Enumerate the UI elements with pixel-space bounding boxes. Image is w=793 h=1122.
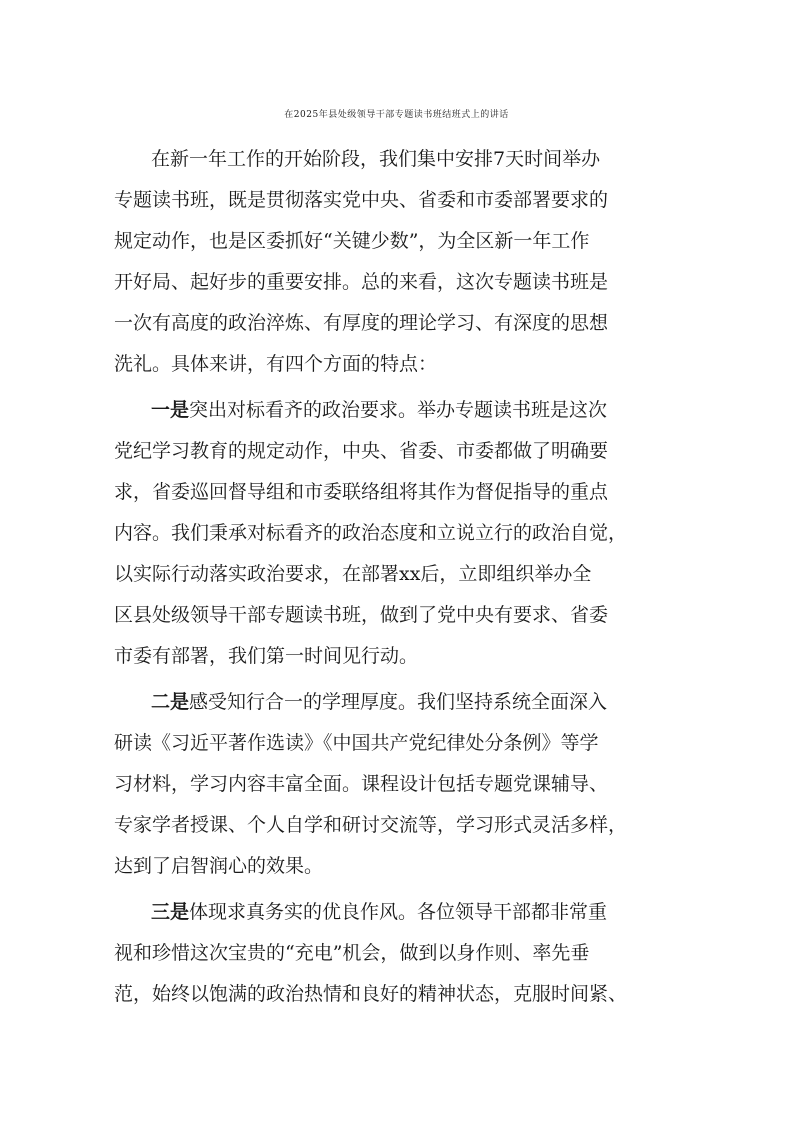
point-3-first-line bbox=[151, 897, 607, 927]
intro-line: 一次有高度的政治淬炼、有厚度的理论学习、有深度的思想 bbox=[114, 312, 609, 334]
point-2-line: 达到了启智润心的效果。 bbox=[114, 855, 324, 877]
point-1-line: 市委有部署，我们第一时间见行动。 bbox=[114, 645, 419, 667]
intro-line: 洗礼。具体来讲，有四个方面的特点： bbox=[114, 353, 438, 375]
point-3-line: 范，始终以饱满的政治热情和良好的精神状态，克服时间紧、 bbox=[114, 983, 628, 1005]
intro-line: 在新一年工作的开始阶段，我们集中安排7天时间举办 bbox=[151, 148, 601, 170]
point-1-line: 以实际行动落实政治要求，在部署xx后，立即组织举办全 bbox=[114, 563, 592, 585]
intro-line: 专题读书班，既是贯彻落实党中央、省委和市委部署要求的 bbox=[114, 189, 609, 211]
point-2-lead: 二是 bbox=[151, 691, 190, 713]
intro-line: 开好局、起好步的重要安排。总的来看，这次专题读书班是 bbox=[114, 271, 609, 293]
intro-line: 规定动作，也是区委抓好“关键少数”，为全区新一年工作 bbox=[114, 230, 590, 252]
point-1-first-text: 突出对标看齐的政治要求。举办专题读书班是这次 bbox=[189, 399, 608, 421]
point-3-first-text: 体现求真务实的优良作风。各位领导干部都非常重 bbox=[189, 901, 608, 923]
point-1-line: 内容。我们秉承对标看齐的政治态度和立说立行的政治自觉， bbox=[114, 522, 628, 544]
point-3-lead: 三是 bbox=[151, 901, 190, 923]
point-2-line: 习材料，学习内容丰富全面。课程设计包括专题党课辅导、 bbox=[114, 773, 609, 795]
point-2-first-line bbox=[151, 687, 607, 717]
point-3-line: 视和珍惜这次宝贵的“充电”机会，做到以身作则、率先垂 bbox=[114, 942, 590, 964]
point-1-lead: 一是 bbox=[151, 399, 190, 421]
point-1-first-line bbox=[151, 395, 607, 425]
point-2-line: 研读《习近平著作选读》《中国共产党纪律处分条例》等学 bbox=[114, 732, 599, 754]
point-1-line: 党纪学习教育的规定动作，中央、省委、市委都做了明确要 bbox=[114, 440, 609, 462]
point-1-line: 区县处级领导干部专题读书班，做到了党中央有要求、省委 bbox=[114, 604, 609, 626]
point-2-first-text: 感受知行合一的学理厚度。我们坚持系统全面深入 bbox=[189, 691, 608, 713]
point-1-line: 求，省委巡回督导组和市委联络组将其作为督促指导的重点 bbox=[114, 481, 609, 503]
document-title: 在2025年县处级领导干部专题读书班结班式上的讲话 bbox=[284, 110, 509, 120]
point-2-line: 专家学者授课、个人自学和研讨交流等，学习形式灵活多样， bbox=[114, 814, 628, 836]
